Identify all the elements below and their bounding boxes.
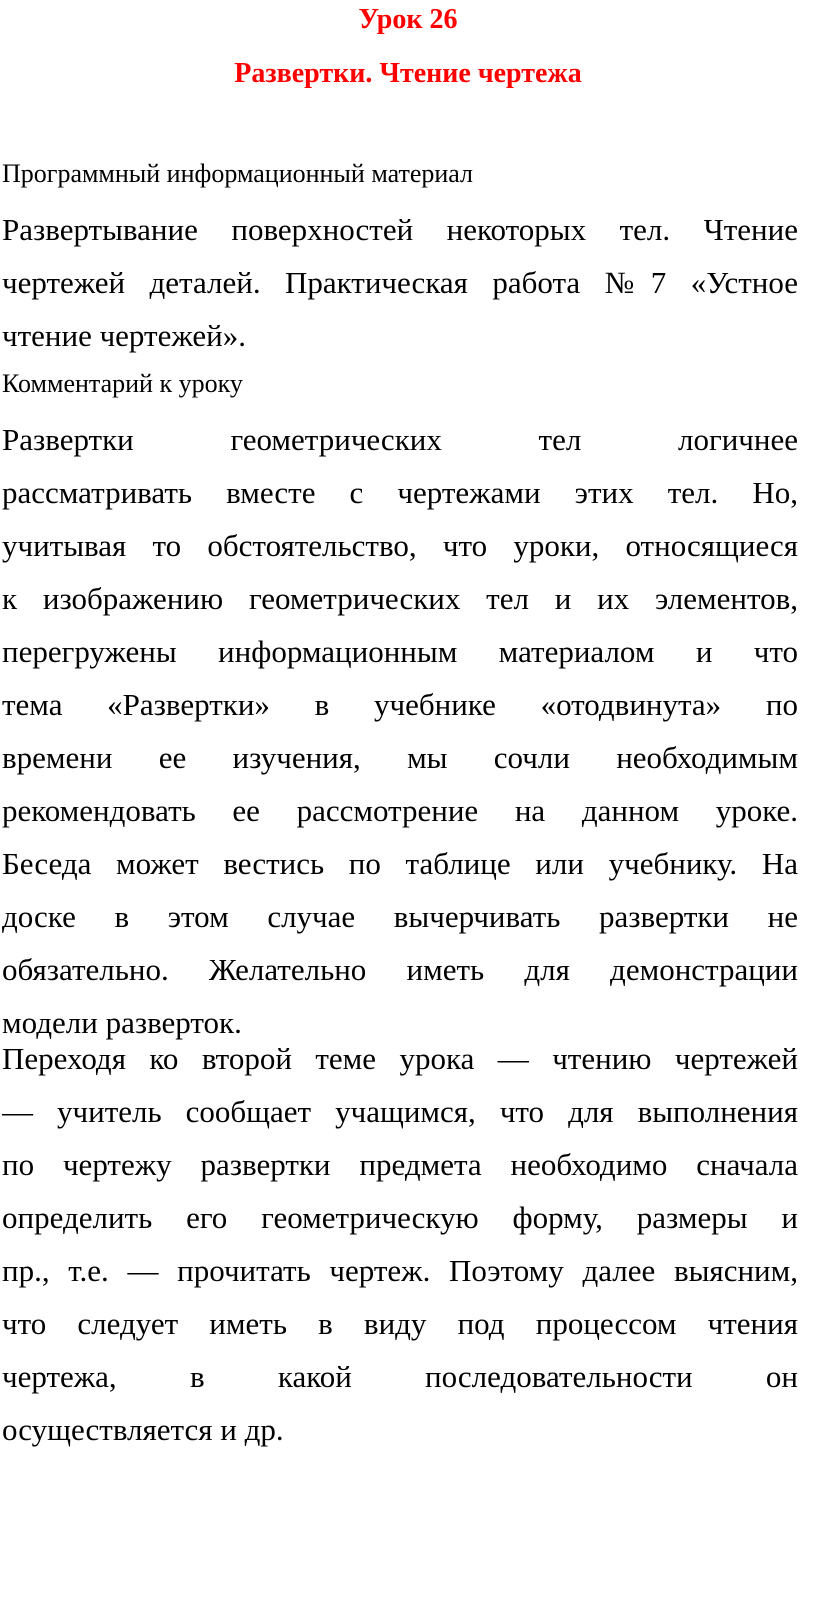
text-line: что следует иметь в виду под процессом чтения <box>2 1306 798 1341</box>
text-line: рекомендовать ее рассмотрение на данном уроке. <box>2 793 798 828</box>
text-line: чертежа, в какой последовательности он <box>2 1359 798 1394</box>
comment-caption: Комментарий к уроку <box>2 369 243 398</box>
text-line: к изображению геометрических тел и их элементов, <box>2 581 798 616</box>
text-line: доске в этом случае вычерчивать развертки не <box>2 899 798 934</box>
text-line: перегружены информационным материалом и что <box>2 634 798 669</box>
lesson-subtitle: Развертки. Чтение чертежа <box>234 58 582 89</box>
text-line: определить его геометрическую форму, размеры и <box>2 1200 798 1235</box>
text-line: Развертывание поверхностей некоторых тел. Чтение <box>2 212 798 247</box>
text-line: тема «Развертки» в учебнике «отодвинута» по <box>2 687 798 722</box>
text-line: Переходя ко второй теме урока — чтению чертежей <box>2 1041 798 1076</box>
lesson-title: Урок 26 <box>358 4 458 35</box>
text-line: — учитель сообщает учащимся, что для выполнения <box>2 1094 798 1129</box>
text-line: осуществляется и др. <box>2 1412 284 1447</box>
text-line: Беседа может вестись по таблице или учебнику. На <box>2 846 798 881</box>
text-line: модели разверток. <box>2 1005 242 1040</box>
comment-paragraph-1 <box>2 413 798 1049</box>
text-line: пр., т.е. — прочитать чертеж. Поэтому далее выясним, <box>2 1253 798 1288</box>
text-line: по чертежу развертки предмета необходимо сначала <box>2 1147 798 1182</box>
text-line: чертежей деталей. Практическая работа №7 «Устное <box>2 265 798 300</box>
program-text <box>2 203 798 362</box>
text-line: рассматривать вместе с чертежами этих тел. Но, <box>2 475 798 510</box>
text-line: чтение чертежей». <box>2 318 246 353</box>
program-caption: Программный информационный материал <box>2 159 474 188</box>
text-line: Развертки геометрических тел логичнее <box>2 422 798 457</box>
comment-paragraph-2 <box>2 1032 798 1456</box>
text-line: времени ее изучения, мы сочли необходимым <box>2 740 798 775</box>
text-line: учитывая то обстоятельство, что уроки, относящиеся <box>2 528 798 563</box>
text-line: обязательно. Желательно иметь для демонстрации <box>2 952 798 987</box>
